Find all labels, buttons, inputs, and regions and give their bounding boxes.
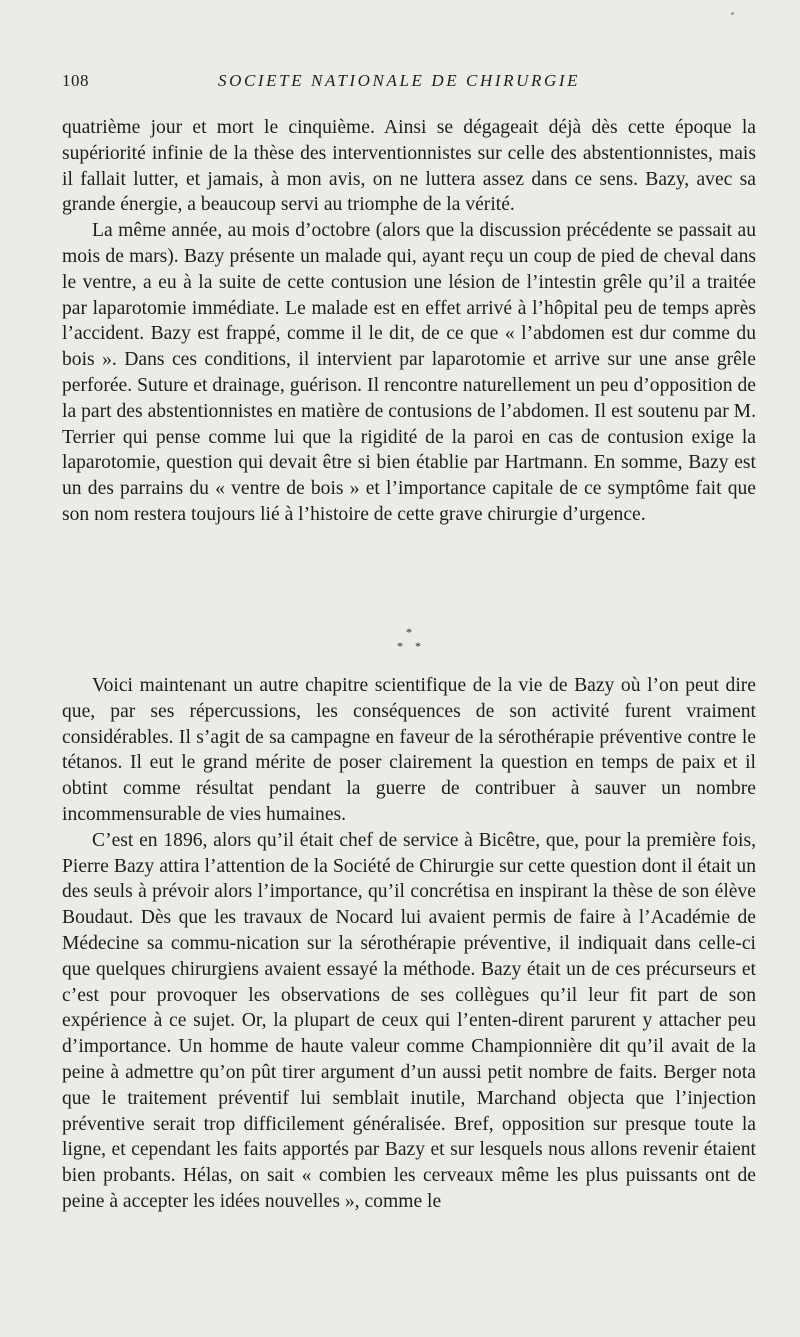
print-speck bbox=[731, 12, 734, 15]
asterism-star: * bbox=[406, 625, 412, 639]
page-header bbox=[62, 71, 742, 95]
paragraph: La même année, au mois d’octobre (alors que la discussion précédente se passait au mois de mars). Bazy présente un malade qui, ayant reçu un coup de pied de cheval dans le ventre, a eu à la suite de cette contusion une lésion de l’intestin grêle qu’il a traitée par laparotomie immédiate. Le malade est en effet arrivé à l’hôpital peu de temps après l’accident. Bazy est frappé, comme il le dit, de ce que « l’abdomen est dur comme du bois ». Dans ces conditions, il intervient par laparotomie et arrive sur une anse grêle perforée. Suture et drainage, guérison. Il rencontre naturellement un peu d’opposition de la part des abstentionnistes en matière de contusions de l’abdomen. Il est soutenu par M. Terrier qui pense comme lui que la rigidité de la paroi en cas de contusion exige la laparotomie, question qui devait être si bien établie par Hartmann. En somme, Bazy est un des parrains du « ventre de bois » et l’importance capitale de ce symptôme fait que son nom restera toujours lié à l’histoire de cette grave chirurgie d’urgence. bbox=[62, 220, 756, 525]
asterism-star: * bbox=[415, 639, 421, 653]
body-text-section-2 bbox=[62, 673, 756, 1215]
section-separator-asterism bbox=[380, 626, 444, 656]
paragraph: Voici maintenant un autre chapitre scientifique de la vie de Bazy où l’on peut dire que, par ses répercussions, les conséquences de son activité furent vraiment considérables. Il s’agit de sa campagne en faveur de la sérothérapie préventive contre le tétanos. Il eut le grand mérite de poser clairement la question en temps de paix et il obtint comme résultat pendant la guerre de contribuer à sauver un nombre incommensurable de vies humaines. bbox=[62, 675, 756, 825]
asterism-star: * bbox=[397, 639, 403, 653]
body-text-section-1 bbox=[62, 115, 756, 528]
paragraph-continuation: quatrième jour et mort le cinquième. Ainsi se dégageait déjà dès cette époque la supériorité infinie de la thèse des interventionnistes sur celle des abstentionnistes, mais il fallait lutter, et jamais, à mon avis, on ne luttera assez dans ce sens. Bazy, avec sa grande énergie, a beaucoup servi au triomphe de la vérité. bbox=[62, 117, 756, 216]
page-number: 108 bbox=[62, 71, 89, 90]
running-head: SOCIETE NATIONALE DE CHIRURGIE bbox=[218, 71, 581, 90]
paragraph: C’est en 1896, alors qu’il était chef de service à Bicêtre, que, pour la première fois, Pierre Bazy attira l’attention de la Société de Chirurgie sur cette question dont il était un des seuls à prévoir alors l’importance, qu’il concrétisa en inspirant la thèse de son élève Boudaut. Dès que les travaux de Nocard lui avaient permis de faire à l’Académie de Médecine sa commu-nication sur la sérothérapie préventive, il indiquait dans celle-ci que quelques chirurgiens avaient essayé la méthode. Bazy était un de ces précurseurs et c’est pour provoquer les observations de ses collègues qu’il leur fit part de son expérience à ce sujet. Or, la plupart de ceux qui l’enten-dirent parurent y attacher peu d’importance. Un homme de haute valeur comme Championnière dit qu’il avait de la peine à admettre qu’on pût tirer argument d’un aussi petit nombre de faits. Berger nota que le traitement préventif lui semblait inutile, Marchand objecta que l’injection préventive serait trop difficilement généralisée. Bref, opposition sur presque toute la ligne, et cependant les faits apportés par Bazy et sur lesquels nous allons revenir étaient bien probants. Hélas, on sait « combien les cerveaux même les plus puissants ont de peine à accepter les idées nouvelles », comme le bbox=[62, 829, 756, 1212]
